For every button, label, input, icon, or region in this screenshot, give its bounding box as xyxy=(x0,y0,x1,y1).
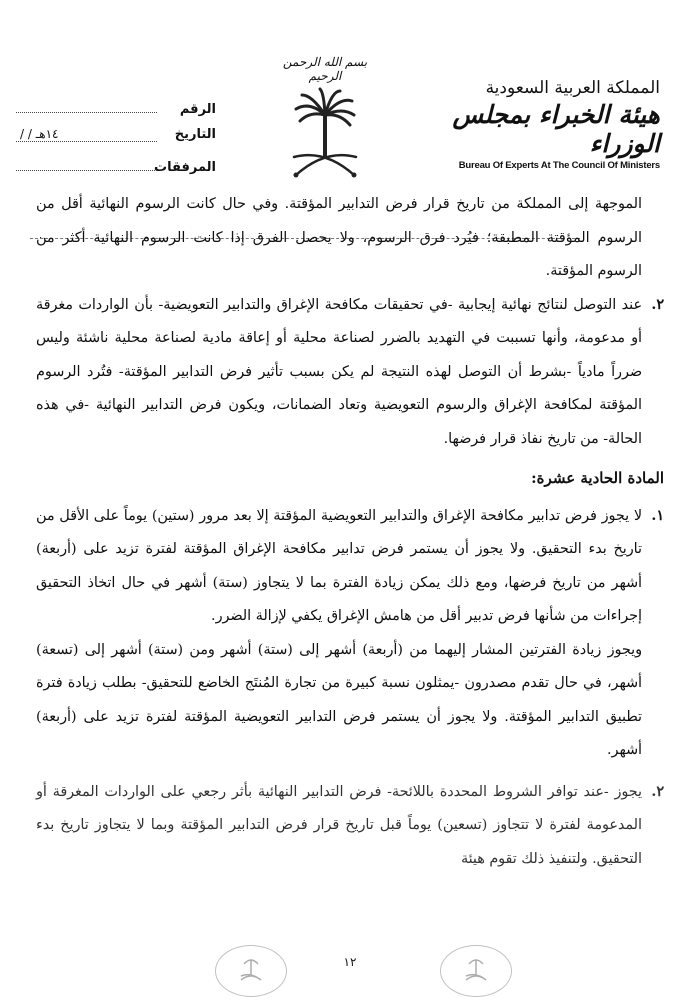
official-stamp-right xyxy=(440,945,512,997)
clause-2 xyxy=(36,289,664,457)
palm-swords-emblem-icon xyxy=(290,87,360,179)
document-meta xyxy=(16,98,216,185)
attachments-value xyxy=(16,156,157,171)
article-clause-2-number: ٢. xyxy=(651,783,664,800)
letterhead xyxy=(420,78,660,171)
emblem-block xyxy=(270,55,380,179)
article-clause-1 xyxy=(36,500,664,634)
stamp-emblem-icon xyxy=(461,954,491,984)
bureau-name-english: Bureau Of Experts At The Council Of Ministers xyxy=(458,160,660,171)
document-body xyxy=(36,188,664,876)
article-clause-1-number: ١. xyxy=(651,507,664,524)
article-clause-2 xyxy=(36,776,664,877)
meta-date-row xyxy=(16,127,216,156)
number-value xyxy=(16,98,157,113)
attachments-label: المرفقات xyxy=(154,160,216,175)
date-label: التاريخ xyxy=(174,127,216,142)
article-heading: المادة الحادية عشرة: xyxy=(531,469,664,487)
bureau-name-arabic: هيئة الخبراء بمجلس الوزراء xyxy=(452,100,660,158)
clause-2-number: ٢. xyxy=(651,296,664,313)
continued-paragraph: الموجهة إلى المملكة من تاريخ قرار فرض التدابير المؤقتة. وفي حال كانت الرسوم النهائية أقل من الرسوم المؤقتة المطبقة؛ فيُرد فرق الرسوم، ولا يحصل الفرق إذا كانت الرسوم النهائية أكثر من الرسوم المؤقتة. xyxy=(36,196,642,279)
page-number: ١٢ xyxy=(343,955,357,969)
clause-2-text: عند التوصل لنتائج نهائية إيجابية -في تحقيقات مكافحة الإغراق والتدابير التعويضية- بأن الواردات مغرقة أو مدعومة، وأنها تسببت في التهديد بالضرر لصناعة محلية أو إعاقة مادية لصناعة محلية ناشئة وليس ضرراً مادياً -بشرط أن التوصل لهذه النتيجة لم يكن بسبب تأثير فرض التدابير المؤقتة- فتُرد الرسوم المؤقتة لمكافحة الإغراق والرسوم التعويضية وتعاد الضمانات، ويكون فرض التدابير النهائية -في هذه الحالة- من تاريخ نفاذ قرار فرضها. xyxy=(36,296,642,447)
meta-number-row xyxy=(16,98,216,127)
official-stamp-left xyxy=(215,945,287,997)
number-label: الرقم xyxy=(179,102,216,117)
article-clause-2-text: يجوز -عند توافر الشروط المحددة باللائحة- فرض التدابير النهائية بأثر رجعي على الواردات المغرقة أو المدعومة لفترة لا تتجاوز (تسعين) يوماً قبل تاريخ قرار فرض التدابير المؤقتة وبما لا يتجاوز تاريخ بدء التحقيق. ولتنفيذ ذلك تقوم هيئة xyxy=(36,783,642,867)
kingdom-name: المملكة العربية السعودية xyxy=(485,78,660,98)
article-clause-1-continued: ويجوز زيادة الفترتين المشار إليهما من (أربعة) أشهر إلى (ستة) أشهر ومن (ستة) أشهر إلى (تسعة) أشهر، في حال تقدم مصدرون -يمثلون نسبة كبيرة من تجارة المُنتَج الخاضع للتحقيق- بطلب زيادة فترة تطبيق التدابير المؤقتة. ولا يجوز أن يستمر فرض التدابير التعويضية المؤقتة لفترة تزيد على (أربعة) أشهر. xyxy=(36,641,642,758)
meta-attachments-row xyxy=(16,156,216,185)
basmala: بسم الله الرحمن الرحيم xyxy=(282,55,368,83)
article-clause-1-text: لا يجوز فرض تدابير مكافحة الإغراق والتدابير التعويضية المؤقتة إلا بعد مرور (ستين) يوماً على الأقل من تاريخ بدء التحقيق. ولا يجوز أن يستمر فرض تدابير مكافحة الإغراق المؤقتة لفترة تزيد على (أربعة) أشهر من تاريخ فرضها، ومع ذلك يمكن زيادة الفترة بما لا يتجاوز (ستة) أشهر في حال اتخاذ التحقيق إجراءات من شأنها فرض تدبير أقل من هامش الإغراق يكفي لإزالة الضرر. xyxy=(36,507,642,624)
date-value: / / ١٤هـ xyxy=(16,127,157,142)
